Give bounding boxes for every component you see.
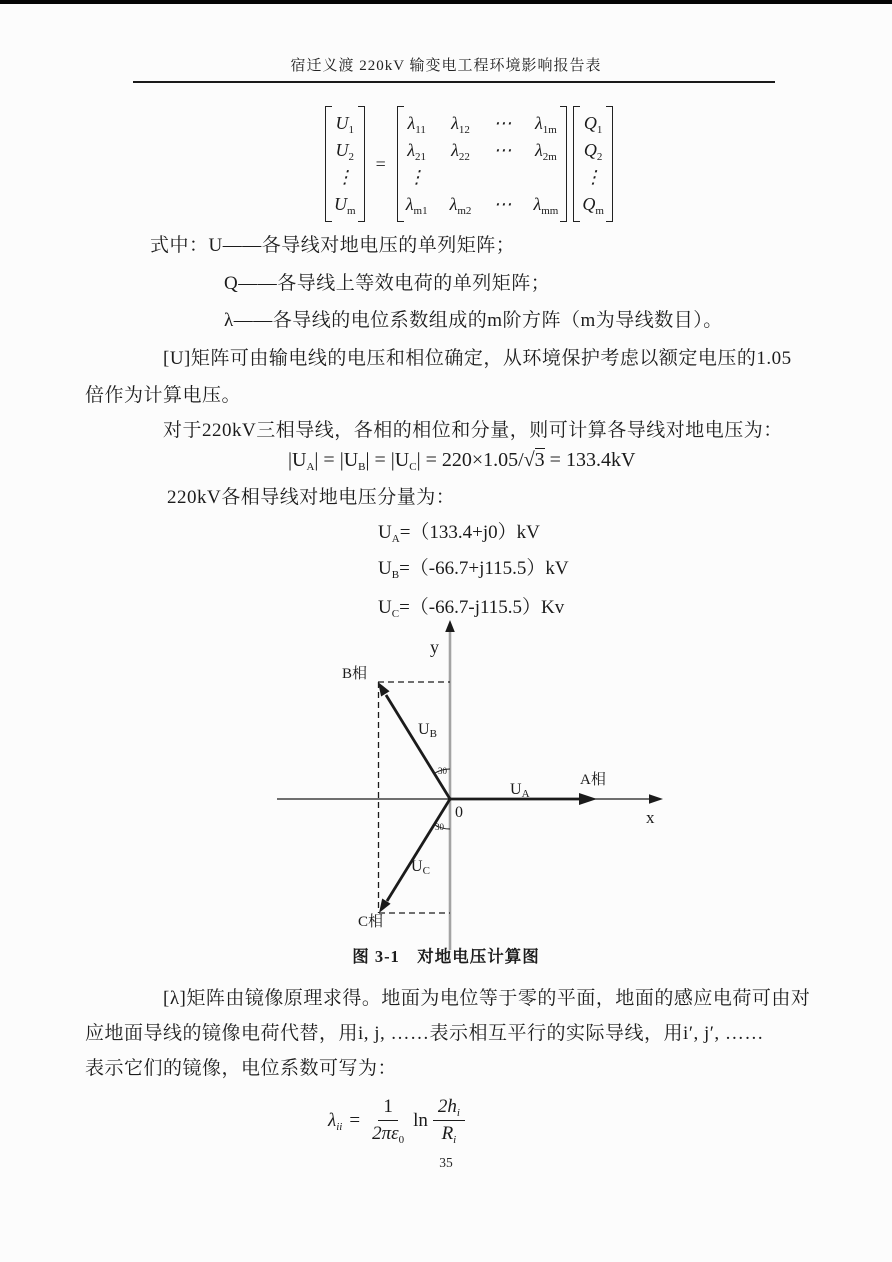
legend-line-u: 式中：U——各导线对地电压的单列矩阵； bbox=[150, 235, 516, 256]
paragraph-u-line1: [U]矩阵可由输电线的电压和相位确定，从环境保护考虑以额定电压的1.05 bbox=[163, 348, 792, 369]
bracket-right bbox=[560, 106, 567, 222]
bracket-right bbox=[606, 106, 613, 222]
paragraph-220kv: 对于220kV三相导线，各相的相位和分量，则可计算各导线对地电压为： bbox=[163, 420, 783, 441]
phasor-diagram-svg bbox=[270, 620, 690, 955]
voltage-component-a: $U_A=(133.4+j0)kV$ bbox=[378, 522, 540, 545]
lambda-matrix-grid: $\lambda_{11}$ $\lambda_{12}$ ⋯ $\lambda_{1m}$ $\lambda_{21}$ $\lambda_{22}$ ⋯ $\lambda_{2m}$ ⋮ $\lambda_{m1}$ $\lambda_{m2}$ ⋯ $\lambda_{mm}$ bbox=[405, 113, 559, 217]
angle-label-upper: 30 bbox=[438, 766, 447, 776]
phase-c-label: C相 bbox=[358, 914, 384, 930]
vector-ub-arrow-icon bbox=[378, 682, 390, 697]
phase-a-label: A相 bbox=[580, 772, 606, 788]
components-intro: 220kV各相导线对地电压分量为： bbox=[167, 487, 456, 508]
matrix-cell: $U_m$ bbox=[334, 194, 356, 217]
phasor-diagram bbox=[270, 620, 690, 955]
bracket-left bbox=[397, 106, 404, 222]
matrix-cell: ⋮ bbox=[584, 167, 603, 187]
radical-sign: √ bbox=[523, 449, 535, 471]
angle-label-lower: 30 bbox=[435, 822, 444, 832]
page-number: 35 bbox=[439, 1155, 453, 1170]
vector-ub bbox=[386, 695, 450, 799]
bracket-left bbox=[325, 106, 332, 222]
vector-ua-arrow-icon bbox=[579, 793, 597, 805]
matrix-cell: ⋮ bbox=[335, 167, 354, 187]
voltage-component-b: $U_B=(-66.7+j115.5)kV$ bbox=[378, 558, 569, 581]
matrix-cell: $Q_m$ bbox=[582, 194, 604, 217]
x-axis-arrow-icon bbox=[649, 794, 663, 804]
vector-ua-label: UA bbox=[510, 781, 530, 800]
vector-uc-arrow-icon bbox=[379, 899, 391, 914]
y-axis-arrow-icon bbox=[445, 620, 455, 632]
equals-sign: = bbox=[349, 1109, 361, 1131]
matrix-cell: $U_2$ bbox=[335, 140, 355, 163]
voltage-magnitude-formula: $|U_A| = |U_B| = |U_C| = 220\times 1.05/√3 = 133.4kV$ bbox=[288, 449, 636, 473]
bracket-right bbox=[358, 106, 365, 222]
equals-sign: = bbox=[375, 153, 386, 174]
vector-uc-label: UC bbox=[411, 858, 430, 877]
figure-caption: 图 3-1 对地电压计算图 bbox=[352, 947, 540, 966]
vector-uc bbox=[387, 799, 450, 901]
y-axis-label: y bbox=[430, 637, 439, 657]
x-axis-label: x bbox=[646, 808, 655, 827]
voltage-component-c: $U_C=(-66.7-j115.5)Kv$ bbox=[378, 597, 565, 620]
u-column-vector bbox=[325, 106, 365, 222]
lambda-matrix bbox=[397, 106, 568, 222]
matrix-cell: $Q_2$ bbox=[583, 140, 603, 163]
bracket-left bbox=[573, 106, 580, 222]
header-divider bbox=[133, 81, 775, 83]
fraction-2hi-over-ri: $\frac{2h_i}{R_i}$ bbox=[433, 1096, 465, 1145]
paragraph-lambda-line1: [λ]矩阵由镜像原理求得。地面为电位等于零的平面，地面的感应电荷可由对 bbox=[163, 988, 811, 1009]
scan-edge-bar bbox=[0, 0, 892, 4]
ln-operator: ln bbox=[413, 1109, 428, 1131]
origin-label: 0 bbox=[455, 804, 463, 821]
paragraph-lambda-line3: 表示它们的镜像，电位系数可写为： bbox=[85, 1058, 398, 1079]
legend-line-lambda: λ——各导线的电位系数组成的m阶方阵（m为导线数目）。 bbox=[224, 310, 723, 331]
fraction-one-over-2pieps0: $\frac{1}{2\pi\varepsilon_0}$ bbox=[372, 1096, 405, 1146]
phase-b-label: B相 bbox=[342, 666, 368, 682]
lambda-ii-formula: $\lambda_{ii}$ = $\frac{1}{2\pi\varepsilon_0}$ ln $\frac{2h_i}{R_i}$ bbox=[328, 1096, 470, 1145]
matrix-cell: $U_1$ bbox=[335, 113, 355, 136]
q-column-vector bbox=[573, 106, 613, 222]
matrix-equation bbox=[322, 106, 616, 222]
legend-line-q: Q——各导线上等效电荷的单列矩阵； bbox=[224, 273, 551, 294]
paragraph-u-line2: 倍作为计算电压。 bbox=[85, 385, 242, 406]
vector-ub-label: UB bbox=[418, 721, 437, 740]
page-header-title: 宿迁义渡 220kV 输变电工程环境影响报告表 bbox=[290, 58, 602, 74]
paragraph-lambda-line2: 应地面导线的镜像电荷代替，用i, j, ……表示相互平行的实际导线，用i′, j′, …… bbox=[85, 1023, 764, 1044]
matrix-cell: $Q_1$ bbox=[583, 113, 603, 136]
